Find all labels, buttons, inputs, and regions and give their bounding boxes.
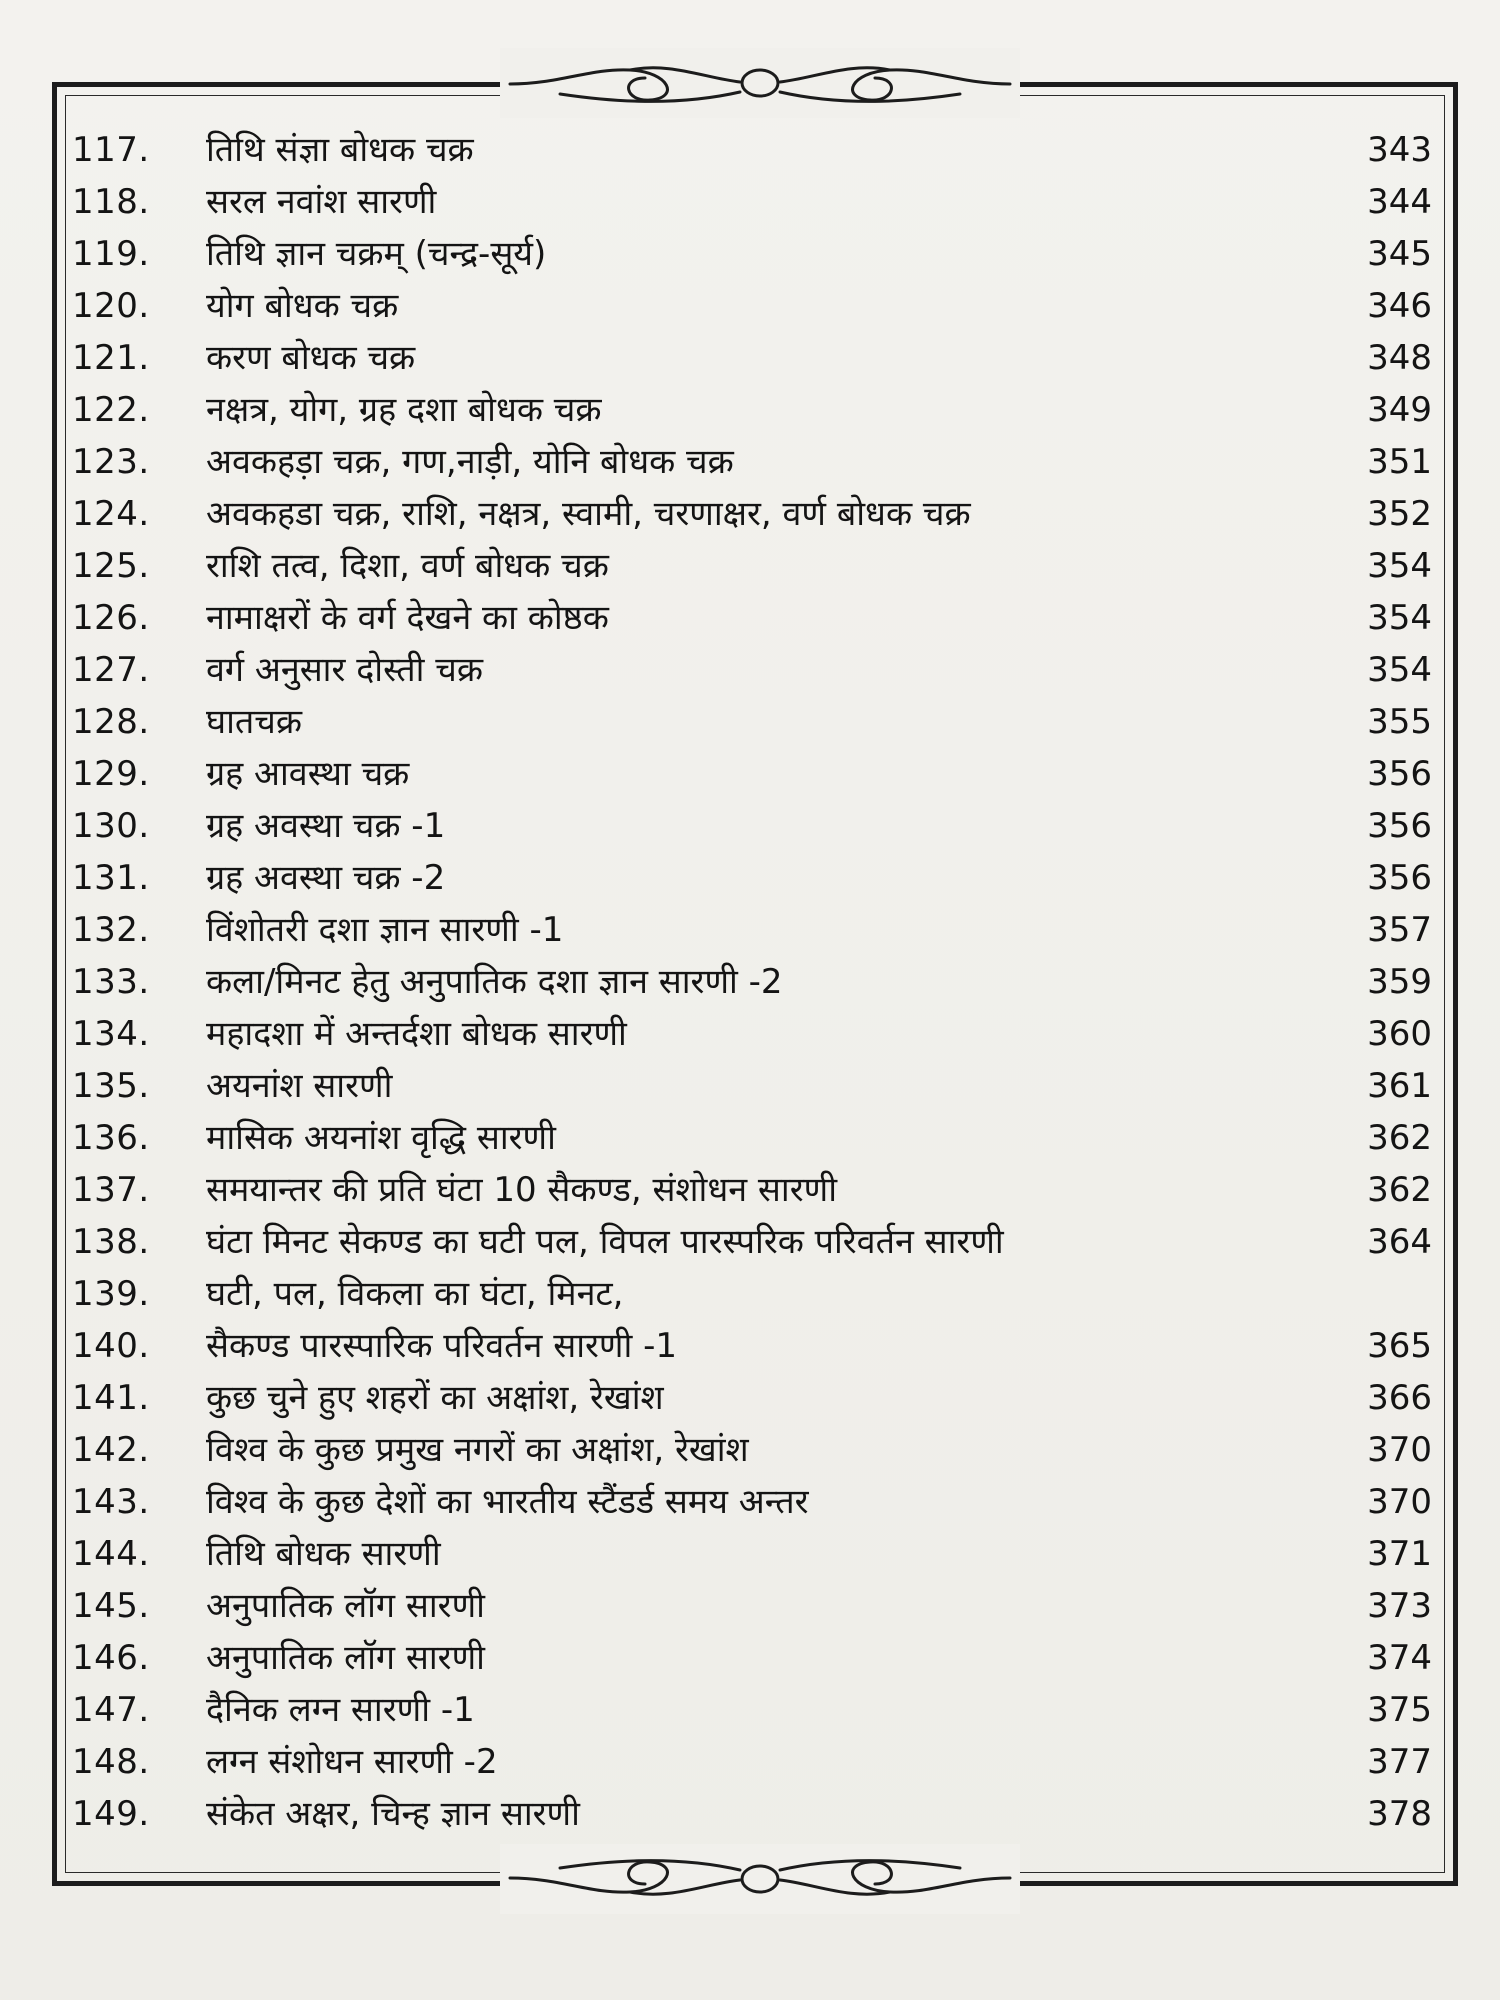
toc-entry-number: 118. (72, 182, 150, 222)
toc-entry (72, 1476, 1432, 1528)
toc-entry (72, 1216, 1432, 1268)
toc-entry (72, 1060, 1432, 1112)
toc-entry-page-number: 373 (1367, 1586, 1432, 1626)
toc-entry (72, 1320, 1432, 1372)
bottom-flourish-ornament (500, 1844, 1020, 1914)
toc-entry-page-number: 343 (1367, 130, 1432, 170)
toc-entry-number: 139. (72, 1274, 150, 1314)
toc-entry (72, 1268, 1432, 1320)
toc-entry-number: 141. (72, 1378, 150, 1418)
toc-entry-number: 122. (72, 390, 150, 430)
toc-entry-number: 123. (72, 442, 150, 482)
toc-entry-page-number: 346 (1367, 286, 1432, 326)
toc-entry-title: घातचक्र (206, 702, 302, 742)
toc-entry-page-number: 356 (1367, 806, 1432, 846)
toc-entry-title: अवकहडा चक्र, राशि, नक्षत्र, स्वामी, चरणाक्षर, वर्ण बोधक चक्र (206, 494, 971, 534)
toc-entry-title: अवकहड़ा चक्र, गण,नाड़ी, योनि बोधक चक्र (206, 442, 734, 482)
toc-entry-number: 131. (72, 858, 150, 898)
top-flourish-ornament (500, 48, 1020, 118)
toc-entry-number: 120. (72, 286, 150, 326)
toc-entry (72, 1164, 1432, 1216)
toc-entry-title: घंटा मिनट सेकण्ड का घटी पल, विपल पारस्परिक परिवर्तन सारणी (206, 1222, 1004, 1262)
toc-entry-number: 121. (72, 338, 150, 378)
toc-entry-title: तिथि संज्ञा बोधक चक्र (206, 130, 474, 170)
toc-entry-page-number: 348 (1367, 338, 1432, 378)
toc-entry-title: कला/मिनट हेतु अनुपातिक दशा ज्ञान सारणी -2 (206, 962, 783, 1002)
toc-entry-number: 134. (72, 1014, 150, 1054)
toc-entry-title: तिथि बोधक सारणी (206, 1534, 441, 1574)
toc-entry (72, 540, 1432, 592)
toc-entry (72, 748, 1432, 800)
toc-entry (72, 852, 1432, 904)
toc-entry-page-number: 378 (1367, 1794, 1432, 1834)
toc-entry-title: योग बोधक चक्र (206, 286, 399, 326)
toc-entry-page-number: 375 (1367, 1690, 1432, 1730)
toc-entry-page-number: 349 (1367, 390, 1432, 430)
toc-entry-page-number: 364 (1367, 1222, 1432, 1262)
toc-entry-title: संकेत अक्षर, चिन्ह ज्ञान सारणी (206, 1794, 580, 1834)
toc-entry (72, 488, 1432, 540)
toc-entry (72, 1008, 1432, 1060)
toc-entry-page-number: 354 (1367, 546, 1432, 586)
toc-entry-page-number: 361 (1367, 1066, 1432, 1106)
toc-entry-title: अनुपातिक लॉग सारणी (206, 1638, 485, 1678)
toc-entry (72, 592, 1432, 644)
toc-entry-title: कुछ चुने हुए शहरों का अक्षांश, रेखांश (206, 1378, 664, 1418)
toc-entry (72, 1632, 1432, 1684)
toc-entry-number: 138. (72, 1222, 150, 1262)
toc-entry-page-number: 362 (1367, 1118, 1432, 1158)
toc-entry (72, 332, 1432, 384)
toc-entry-title: तिथि ज्ञान चक्रम् (चन्द्र-सूर्य) (206, 234, 547, 274)
toc-entry (72, 800, 1432, 852)
toc-entry-number: 125. (72, 546, 150, 586)
toc-entry-page-number: 354 (1367, 598, 1432, 638)
toc-entry-page-number: 370 (1367, 1430, 1432, 1470)
toc-entry-number: 126. (72, 598, 150, 638)
toc-entry (72, 956, 1432, 1008)
toc-entry (72, 1736, 1432, 1788)
toc-entry-title: लग्न संशोधन सारणी -2 (206, 1742, 498, 1782)
toc-entry-title: विंशोतरी दशा ज्ञान सारणी -1 (206, 910, 564, 950)
toc-entry-title: अनुपातिक लॉग सारणी (206, 1586, 485, 1626)
toc-entry-number: 145. (72, 1586, 150, 1626)
toc-entry-title: सरल नवांश सारणी (206, 182, 437, 222)
toc-entry-page-number: 362 (1367, 1170, 1432, 1210)
toc-entry-page-number: 355 (1367, 702, 1432, 742)
toc-entry-number: 132. (72, 910, 150, 950)
toc-entry-title: मासिक अयनांश वृद्धि सारणी (206, 1118, 556, 1158)
toc-entry-number: 117. (72, 130, 150, 170)
toc-entry (72, 1684, 1432, 1736)
toc-entry-page-number: 351 (1367, 442, 1432, 482)
toc-entry (72, 384, 1432, 436)
toc-entry-page-number: 344 (1367, 182, 1432, 222)
toc-entry-title: नक्षत्र, योग, ग्रह दशा बोधक चक्र (206, 390, 602, 430)
toc-entry-page-number: 371 (1367, 1534, 1432, 1574)
toc-entry-title: महादशा में अन्तर्दशा बोधक सारणी (206, 1014, 627, 1054)
toc-entry (72, 696, 1432, 748)
toc-entry (72, 1372, 1432, 1424)
toc-entry-number: 137. (72, 1170, 150, 1210)
toc-entry-number: 147. (72, 1690, 150, 1730)
toc-entry-title: करण बोधक चक्र (206, 338, 416, 378)
toc-entry-page-number: 366 (1367, 1378, 1432, 1418)
toc-entry-title: अयनांश सारणी (206, 1066, 393, 1106)
toc-entry-title: समयान्तर की प्रति घंटा 10 सैकण्ड, संशोधन सारणी (206, 1170, 838, 1210)
toc-entry-title: दैनिक लग्न सारणी -1 (206, 1690, 475, 1730)
toc-entry-page-number: 360 (1367, 1014, 1432, 1054)
toc-entry (72, 436, 1432, 488)
toc-entry-number: 135. (72, 1066, 150, 1106)
toc-entry-title: घटी, पल, विकला का घंटा, मिनट, (206, 1274, 624, 1314)
toc-entry (72, 1424, 1432, 1476)
toc-entry-page-number: 356 (1367, 858, 1432, 898)
toc-entry (72, 1580, 1432, 1632)
toc-entry-page-number: 354 (1367, 650, 1432, 690)
toc-entry-page-number: 357 (1367, 910, 1432, 950)
toc-entry-title: विश्व के कुछ देशों का भारतीय स्टैंडर्ड समय अन्तर (206, 1482, 809, 1522)
toc-entry-page-number: 359 (1367, 962, 1432, 1002)
toc-entry-title: नामाक्षरों के वर्ग देखने का कोष्ठक (206, 598, 609, 638)
toc-entry-number: 130. (72, 806, 150, 846)
toc-entry (72, 1112, 1432, 1164)
toc-entry-number: 136. (72, 1118, 150, 1158)
toc-entry-title: ग्रह अवस्था चक्र -2 (206, 858, 446, 898)
toc-entry-title: ग्रह आवस्था चक्र (206, 754, 410, 794)
toc-entry (72, 904, 1432, 956)
toc-entry (72, 176, 1432, 228)
table-of-contents (72, 124, 1432, 1840)
toc-entry-number: 149. (72, 1794, 150, 1834)
toc-entry-title: सैकण्ड पारस्पारिक परिवर्तन सारणी -1 (206, 1326, 678, 1366)
toc-entry-page-number: 356 (1367, 754, 1432, 794)
toc-entry-number: 127. (72, 650, 150, 690)
toc-entry-page-number: 365 (1367, 1326, 1432, 1366)
toc-entry-title: विश्व के कुछ प्रमुख नगरों का अक्षांश, रेखांश (206, 1430, 749, 1470)
toc-entry-number: 119. (72, 234, 150, 274)
toc-entry-number: 148. (72, 1742, 150, 1782)
toc-entry-page-number: 352 (1367, 494, 1432, 534)
toc-entry-page-number: 370 (1367, 1482, 1432, 1522)
toc-entry (72, 228, 1432, 280)
toc-entry-number: 129. (72, 754, 150, 794)
toc-entry-number: 128. (72, 702, 150, 742)
toc-entry-title: वर्ग अनुसार दोस्ती चक्र (206, 650, 483, 690)
toc-entry-number: 146. (72, 1638, 150, 1678)
toc-entry-number: 133. (72, 962, 150, 1002)
toc-entry (72, 280, 1432, 332)
toc-entry (72, 1788, 1432, 1840)
toc-entry-page-number: 345 (1367, 234, 1432, 274)
toc-entry (72, 124, 1432, 176)
toc-entry-number: 142. (72, 1430, 150, 1470)
toc-entry-title: ग्रह अवस्था चक्र -1 (206, 806, 446, 846)
toc-entry-number: 143. (72, 1482, 150, 1522)
toc-entry (72, 644, 1432, 696)
toc-entry-number: 140. (72, 1326, 150, 1366)
toc-entry-title: राशि तत्व, दिशा, वर्ण बोधक चक्र (206, 546, 609, 586)
toc-entry-page-number: 377 (1367, 1742, 1432, 1782)
toc-entry-page-number: 374 (1367, 1638, 1432, 1678)
toc-entry-number: 124. (72, 494, 150, 534)
toc-entry-number: 144. (72, 1534, 150, 1574)
toc-entry (72, 1528, 1432, 1580)
